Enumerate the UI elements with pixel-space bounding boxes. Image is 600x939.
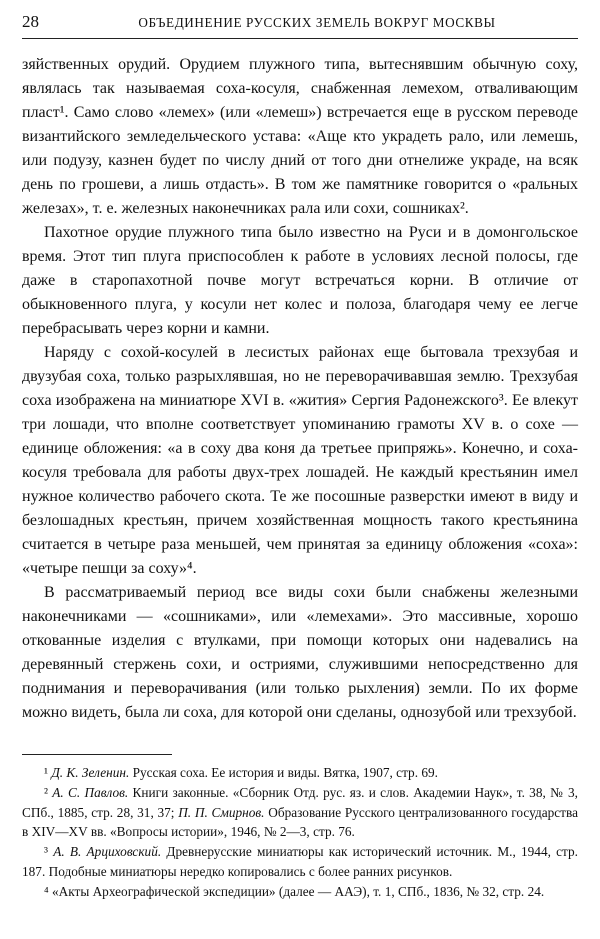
footnote-marker: ² (44, 784, 48, 800)
footnote-text: Книги законные. «Сборник Отд. рус. яз. и слов. Академии Наук», т. 38, № 3, СПб., 1885, стр. 28, 31, 37; (22, 784, 578, 820)
page-header (22, 12, 578, 34)
running-title: ОБЪЕДИНЕНИЕ РУССКИХ ЗЕМЕЛЬ ВОКРУГ МОСКВЫ (138, 15, 496, 30)
footnote-4 (22, 882, 578, 902)
paragraph-1: зяйственных орудий. Орудием плужного типа, вытеснявшим обычную соху, являлась так называемая соха-косуля, снабженная лемехом, отваливающим пласт¹. Само слово «лемех» (или «лемеш») встречается еще в русском переводе византийского земледельческого устава: «Аще кто украдеть рало, или лемешь, или подузу, казнен будет по числу дний от того дни отнелиже украде, на всяк день по грошеви, а лишь отдасть». В том же памятнике говорится о «ральных железах», т. е. железных наконечниках рала или сохи, сошниках². (22, 56, 578, 217)
footnote-marker: ⁴ (44, 883, 49, 899)
footnote-author: А. В. Арциховский. (53, 844, 162, 860)
footnote-text-2: Образование Русского централизованного государства в XIV—XV вв. «Вопросы истории», 1946, № 2—3, стр. 76. (22, 804, 578, 840)
paragraph-3: Наряду с сохой-косулей в лесистых районах еще бытовала трехзубая и двузубая соха, только разрыхлявшая, но не переворачивавшая землю. Трехзубая соха изображена на миниатюре XVI в. «жития» Сергия Радонежского³. Ее влекут три лошади, что вполне соответствует упоминанию грамоты XV в. о сохе — единице обложения: «а в соху два коня да третьее припряжь». Конечно, и соха-косуля требовала для работы двух-трех лошадей. Не каждый крестьянин имел нужное количество рабочего скота. Те же посошные разверстки имеют в виду и безлошадных крестьян, причем хозяйственная мощность такого крестьянина считается в четыре раза меньшей, чем принятая за единицу обложения «соха»: «четыре пешци за соху»⁴. (22, 344, 578, 577)
paragraph-4: В рассматриваемый период все виды сохи были снабжены железными наконечниками — «сошниками», или «лемехами». Это массивные, хорошо откованные изделия с втулками, при помощи которых они надевались на деревянный стержень сохи, и остриями, служившими непосредственно для поднимания и переворачивания (или только рыхления) земли. По их форме можно видеть, была ли соха, для которой они сделаны, однозубой или трехзубой. (22, 584, 578, 721)
footnote-author: Д. К. Зеленин. (51, 765, 130, 780)
footnote-author: А. С. Павлов. (52, 784, 129, 800)
footnote-text: «Акты Археографической экспедиции» (далее — ААЭ), т. 1, СПб., 1836, № 32, стр. 24. (51, 883, 545, 899)
footnote-marker: ¹ (44, 765, 48, 780)
page-number: 28 (22, 12, 39, 31)
footnote-3 (22, 842, 578, 882)
book-page (22, 12, 578, 902)
footnote-author-2: П. П. Смирнов. (178, 804, 265, 820)
body-text (22, 53, 578, 725)
footnotes (22, 763, 578, 902)
footnote-marker: ³ (44, 844, 48, 860)
footnote-1 (22, 763, 578, 783)
footnote-text: Древнерусские миниатюры как исторический источник. М., 1944, стр. 187. Подобные миниатюры нередко копировались с более ранних рисунков. (22, 844, 578, 879)
footnote-text: Русская соха. Ее история и виды. Вятка, 1907, стр. 69. (132, 765, 438, 780)
paragraph-2: Пахотное орудие плужного типа было известно на Руси и в домонгольское время. Этот тип плуга приспособлен к работе в условиях лесной полосы, где даже в старопахотной почве могут встречаться корни. В отличие от обыкновенного плуга, у косули нет колес и полоза, благодаря чему ее легче перебрасывать через корни и камни. (22, 224, 578, 337)
footnote-2 (22, 783, 578, 842)
header-rule (22, 38, 578, 39)
footnote-rule (22, 754, 172, 755)
